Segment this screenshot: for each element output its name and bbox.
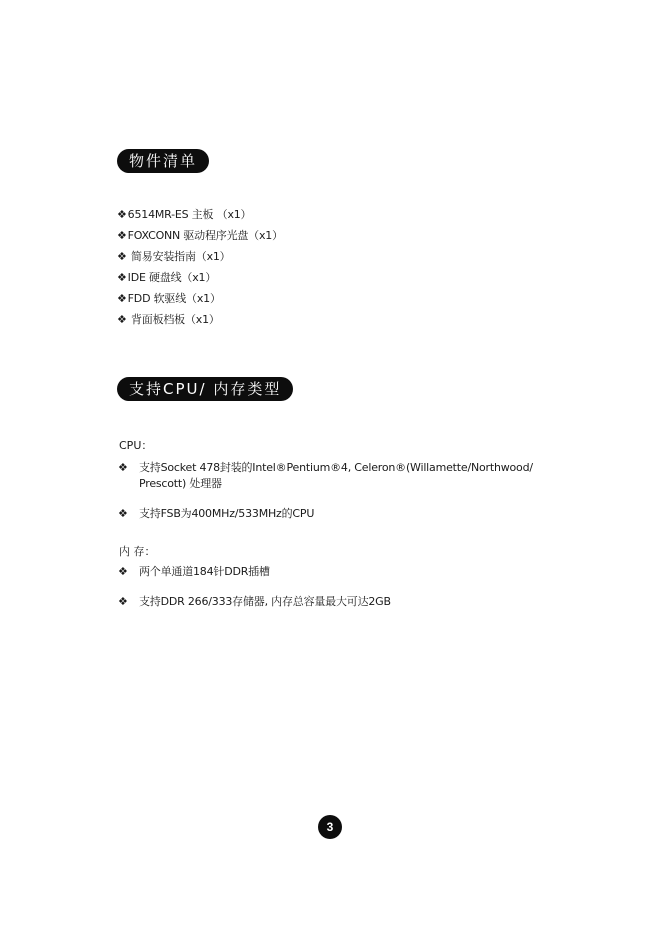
diamond-bullet-icon: ❖ (117, 208, 127, 221)
list-item-text: Prescott) 处理器 (139, 477, 222, 490)
diamond-bullet-icon: ❖ (117, 313, 127, 326)
list-item-text: 支持Socket 478封装的Intel®Pentium®4, Celeron®(Willamette/Northwood/ (139, 461, 533, 474)
memory-label: 内 存： (119, 545, 156, 558)
list-item-text: IDE 硬盘线（x1） (127, 271, 217, 284)
list-item (117, 309, 283, 330)
diamond-bullet-icon: ❖ (117, 271, 127, 284)
diamond-bullet-icon: ❖ (118, 595, 128, 608)
list-item (117, 246, 283, 267)
list-item (117, 288, 283, 309)
page-number: 3 (318, 815, 342, 839)
list-item (117, 267, 283, 288)
list-item-text: 6514MR-ES 主板 （x1） (127, 208, 252, 221)
memory-support-list (118, 564, 579, 624)
list-item (118, 460, 579, 492)
diamond-bullet-icon: ❖ (117, 250, 127, 263)
diamond-bullet-icon: ❖ (117, 229, 127, 242)
list-item-text: 两个单通道184针DDR插槽 (139, 565, 270, 578)
list-item (118, 594, 579, 610)
list-item (117, 225, 283, 246)
list-item (117, 204, 283, 225)
list-item-text: 背面板档板（x1） (127, 313, 220, 326)
list-item-text: FOXCONN 驱动程序光盘（x1） (127, 229, 283, 242)
list-item-text: 简易安装指南（x1） (127, 250, 231, 263)
diamond-bullet-icon: ❖ (118, 507, 128, 520)
parts-list (117, 204, 283, 330)
diamond-bullet-icon: ❖ (118, 565, 128, 578)
diamond-bullet-icon: ❖ (117, 292, 127, 305)
list-item (118, 506, 579, 522)
diamond-bullet-icon: ❖ (118, 461, 128, 474)
section-title-parts-list: 物件清单 (117, 149, 209, 173)
list-item-text: 支持FSB为400MHz/533MHz的CPU (139, 507, 315, 520)
list-item-text: FDD 软驱线（x1） (127, 292, 221, 305)
section-title-cpu-memory-support: 支持CPU/ 内存类型 (117, 377, 293, 401)
list-item (118, 564, 579, 580)
list-item-text: 支持DDR 266/333存储器, 内存总容量最大可达2GB (139, 595, 391, 608)
cpu-support-list (118, 460, 579, 536)
cpu-label: CPU： (119, 439, 153, 452)
